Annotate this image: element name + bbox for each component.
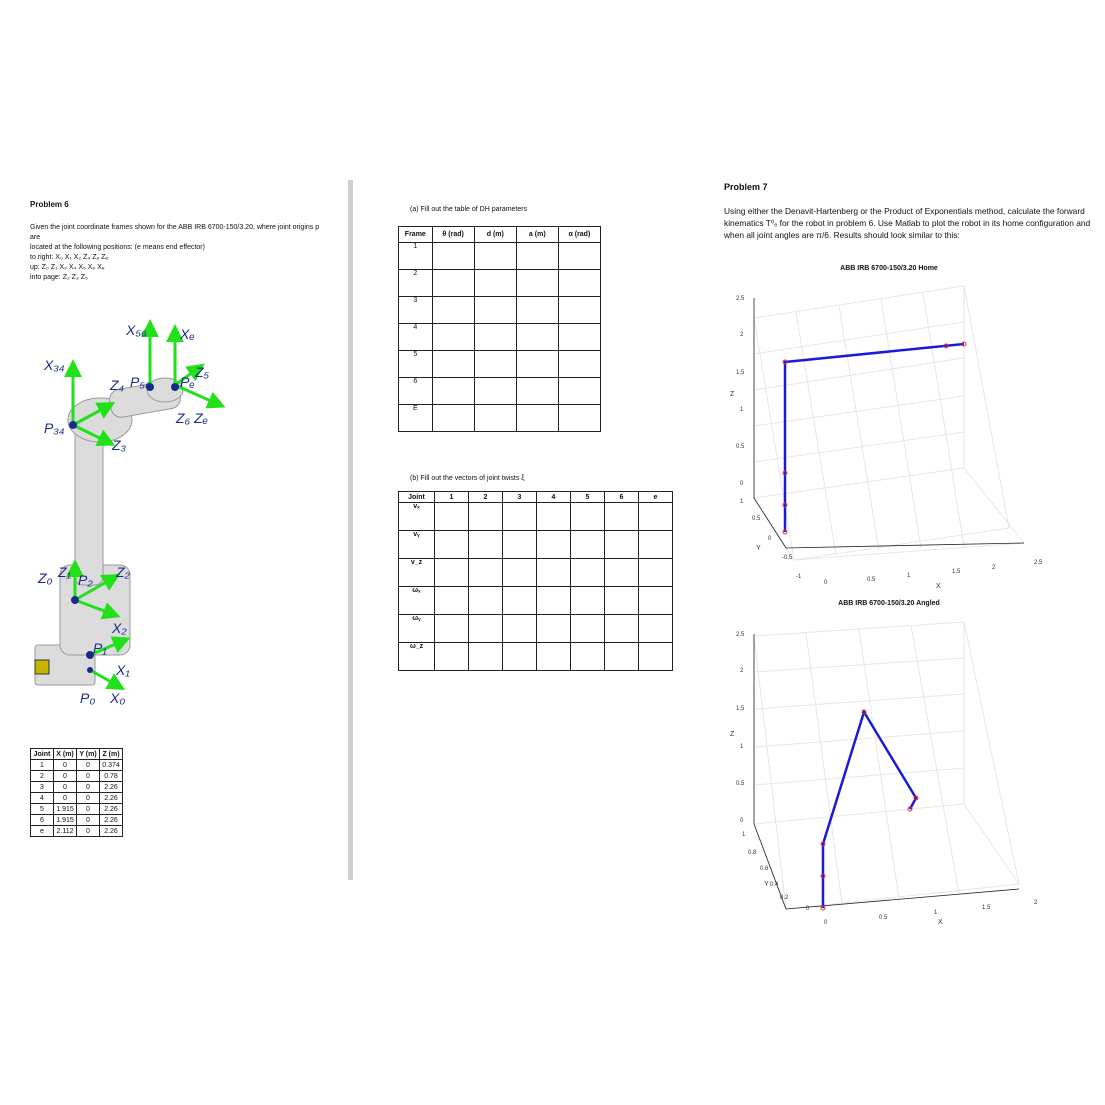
twist-blank-cell[interactable] (571, 587, 605, 615)
twist-blank-cell[interactable] (469, 559, 503, 587)
twist-row-label: ωₓ (399, 587, 435, 615)
twist-blank-cell[interactable] (639, 503, 673, 531)
dh-blank-cell[interactable] (474, 324, 516, 351)
problem6-to-right: to right: X₀ X₁ X₂ Z₄ Z₆ Zₑ (30, 254, 109, 261)
twist-header-cell: e (639, 492, 673, 503)
twist-blank-cell[interactable] (503, 531, 537, 559)
twist-blank-cell[interactable] (639, 615, 673, 643)
twist-blank-cell[interactable] (537, 503, 571, 531)
table-row (399, 559, 673, 587)
twist-blank-cell[interactable] (435, 503, 469, 531)
home-y-tick: 0.5 (752, 516, 761, 522)
twist-blank-cell[interactable] (537, 643, 571, 671)
angled-y-tick: 0.6 (760, 866, 769, 872)
dh-blank-cell[interactable] (558, 270, 600, 297)
dh-frame-cell: 1 (399, 243, 433, 270)
page-divider (348, 180, 353, 880)
angled-y-tick: 1 (742, 832, 746, 838)
label-x56: X₅₆ (126, 322, 147, 338)
twist-row-label: v_z (399, 559, 435, 587)
label-p56: P₅₆ (130, 374, 151, 390)
dh-header-cell: α (rad) (558, 227, 600, 243)
dh-parameter-table (398, 226, 601, 432)
table-row (399, 405, 601, 432)
angled-back-plane (754, 622, 1019, 909)
table-row (31, 815, 123, 826)
position-cell: 3 (31, 782, 54, 793)
angled-z-tick: 2.5 (736, 632, 745, 638)
dh-blank-cell[interactable] (558, 351, 600, 378)
home-plot-title: ABB IRB 6700-150/3.20 Home (840, 265, 938, 272)
origin-pe (171, 383, 179, 391)
angled-y-tick: 0.4 (770, 882, 779, 888)
dh-blank-cell[interactable] (474, 378, 516, 405)
twist-blank-cell[interactable] (639, 559, 673, 587)
twist-blank-cell[interactable] (571, 503, 605, 531)
problem6-intro-1: Given the joint coordinate frames shown for the ABB IRB 6700-150/3.20, where joint origins p are (30, 224, 320, 241)
twist-blank-cell[interactable] (503, 587, 537, 615)
twist-blank-cell[interactable] (571, 559, 605, 587)
problem6-section (30, 200, 330, 283)
twist-header-cell: 5 (571, 492, 605, 503)
dh-header-cell: d (m) (474, 227, 516, 243)
problem7-text-line: when all joint angles are π/6. Results should look similar to this: (724, 230, 960, 240)
label-p0: P₀ (80, 690, 96, 706)
label-x2: X₂ (112, 620, 127, 636)
dh-header-row (399, 227, 601, 243)
home-back-plane (754, 286, 1009, 560)
home-x-tick: 2.5 (1034, 560, 1043, 566)
twist-blank-cell[interactable] (469, 615, 503, 643)
problem7-text-line: kinematics T⁰ₑ for the robot in problem 6. Use Matlab to plot the robot in its home configuration and (724, 218, 1091, 228)
table-row (399, 297, 601, 324)
label-z1: Z₁ (58, 564, 71, 580)
dh-blank-cell[interactable] (516, 243, 558, 270)
table-row (399, 378, 601, 405)
home-z-tick: 2.5 (736, 296, 745, 302)
table-row (31, 782, 123, 793)
angled-x-tick: 0.5 (879, 915, 888, 921)
position-cell: 0 (77, 771, 100, 782)
twist-blank-cell[interactable] (605, 643, 639, 671)
twist-blank-cell[interactable] (503, 503, 537, 531)
label-z6ze: Z₆ Zₑ (176, 410, 209, 426)
dh-blank-cell[interactable] (516, 270, 558, 297)
table-row (399, 587, 673, 615)
home-x-tick: 1.5 (952, 569, 961, 575)
twist-blank-cell[interactable] (605, 531, 639, 559)
dh-blank-cell[interactable] (432, 405, 474, 432)
position-cell: 1 (31, 760, 54, 771)
dh-blank-cell[interactable] (558, 297, 600, 324)
home-y-tick: 1 (740, 499, 744, 505)
home-z-tick: 2 (740, 332, 744, 338)
position-cell: 0 (77, 815, 100, 826)
twist-blank-cell[interactable] (537, 531, 571, 559)
table-row (399, 243, 601, 270)
table-row (31, 793, 123, 804)
label-xe: Xₑ (180, 326, 195, 342)
problem6-into-page: into page: Z₂ Z₃ Z₅ (30, 274, 88, 281)
joint-position-header-row (31, 749, 123, 760)
table-row (399, 615, 673, 643)
dh-blank-cell[interactable] (432, 351, 474, 378)
angled-plot-grid (754, 622, 1019, 909)
dh-blank-cell[interactable] (516, 297, 558, 324)
position-cell: 0 (77, 782, 100, 793)
problem7-text-line: Using either the Denavit-Hartenberg or the Product of Exponentials method, calculate the forward (724, 206, 1085, 216)
position-cell: 0 (77, 804, 100, 815)
angled-y-tick: 0 (806, 906, 810, 912)
twist-blank-cell[interactable] (435, 531, 469, 559)
dh-blank-cell[interactable] (474, 405, 516, 432)
position-header-cell: X (m) (54, 749, 77, 760)
twist-blank-cell[interactable] (605, 503, 639, 531)
dh-blank-cell[interactable] (474, 297, 516, 324)
problem7-title: Problem 7 (724, 182, 768, 192)
position-cell: 2.26 (100, 826, 123, 837)
position-cell: 0 (77, 826, 100, 837)
home-robot-chain (783, 342, 966, 534)
label-z4: Z₄ (110, 377, 125, 393)
twist-blank-cell[interactable] (435, 643, 469, 671)
home-x-tick: 0.5 (867, 577, 876, 583)
problem7-section (724, 182, 1104, 241)
dh-frame-cell: E (399, 405, 433, 432)
position-cell: 5 (31, 804, 54, 815)
twist-blank-cell[interactable] (537, 615, 571, 643)
robot-base-label-plate (35, 660, 49, 674)
home-z-label: Z (730, 391, 735, 398)
home-robot-links (785, 344, 964, 532)
twist-row-label: ω_z (399, 643, 435, 671)
problem6-title: Problem 6 (30, 200, 69, 209)
angled-z-tick: 0 (740, 818, 744, 824)
position-cell: 0 (54, 760, 77, 771)
twist-blank-cell[interactable] (503, 643, 537, 671)
home-z-tick: 1 (740, 407, 744, 413)
position-cell: 6 (31, 815, 54, 826)
angled-x-tick: 1 (934, 910, 938, 916)
angled-plot-title: ABB IRB 6700-150/3.20 Angled (838, 600, 940, 607)
angled-y-label: Y (764, 881, 769, 888)
twist-blank-cell[interactable] (639, 531, 673, 559)
position-cell: 1.915 (54, 815, 77, 826)
dh-blank-cell[interactable] (516, 405, 558, 432)
twist-blank-cell[interactable] (435, 559, 469, 587)
home-x-label: X (936, 583, 941, 590)
home-x-tick: 0 (824, 580, 828, 586)
position-cell: 0 (54, 782, 77, 793)
origin-p2 (71, 596, 79, 604)
dh-blank-cell[interactable] (558, 243, 600, 270)
home-y-label: Y (756, 545, 761, 552)
twist-row-label: vₓ (399, 503, 435, 531)
label-pe: Pₑ (180, 374, 195, 390)
position-cell: 2 (31, 771, 54, 782)
angled-x-label: X (938, 919, 943, 926)
dh-frame-cell: 3 (399, 297, 433, 324)
twist-blank-cell[interactable] (469, 643, 503, 671)
dh-header-cell: θ (rad) (432, 227, 474, 243)
home-z-tick: 1.5 (736, 370, 745, 376)
home-z-tick: 0 (740, 481, 744, 487)
position-cell: 4 (31, 793, 54, 804)
twist-blank-cell[interactable] (639, 587, 673, 615)
home-y-tick: 0 (768, 536, 772, 542)
label-p1: P₁ (93, 640, 107, 656)
twist-row-label: vᵧ (399, 531, 435, 559)
position-cell: 2.112 (54, 826, 77, 837)
dh-blank-cell[interactable] (558, 324, 600, 351)
problem6-up: up: Z₀ Z₁ X₃ X₄ X₅ X₆ Xₑ (30, 264, 105, 271)
dh-frame-cell: 5 (399, 351, 433, 378)
twist-blank-cell[interactable] (469, 531, 503, 559)
position-cell: e (31, 826, 54, 837)
label-x1: X₁ (116, 662, 130, 678)
twist-row-label: ωᵧ (399, 615, 435, 643)
position-cell: 0 (54, 793, 77, 804)
dh-blank-cell[interactable] (432, 378, 474, 405)
home-z-tick: 0.5 (736, 444, 745, 450)
label-p34: P₃₄ (44, 420, 65, 436)
position-header-cell: Y (m) (77, 749, 100, 760)
angled-z-tick: 0.5 (736, 781, 745, 787)
twist-blank-cell[interactable] (435, 615, 469, 643)
dh-blank-cell[interactable] (474, 351, 516, 378)
origin-p34 (69, 421, 77, 429)
dh-frame-cell: 4 (399, 324, 433, 351)
angled-x-tick: 2 (1034, 900, 1038, 906)
twist-header-cell: 6 (605, 492, 639, 503)
label-x0: X₀ (110, 690, 126, 706)
problem7-text (724, 205, 1104, 241)
dh-blank-cell[interactable] (516, 378, 558, 405)
dh-blank-cell[interactable] (516, 351, 558, 378)
table-row (31, 771, 123, 782)
label-z0: Z₀ (38, 570, 53, 586)
twist-header-cell: 1 (435, 492, 469, 503)
position-cell: 0 (77, 793, 100, 804)
part-b-title: (b) Fill out the vectors of joint twists ξ (410, 475, 525, 482)
angled-plot (724, 614, 1064, 929)
table-row (399, 503, 673, 531)
label-z2: Z₂ (116, 564, 130, 580)
dh-blank-cell[interactable] (558, 378, 600, 405)
twist-blank-cell[interactable] (435, 587, 469, 615)
twist-blank-cell[interactable] (571, 643, 605, 671)
part-a-title: (a) Fill out the table of DH parameters (410, 206, 528, 213)
position-cell: 0.374 (100, 760, 123, 771)
dh-blank-cell[interactable] (432, 324, 474, 351)
table-row (31, 804, 123, 815)
twist-blank-cell[interactable] (605, 587, 639, 615)
twist-blank-cell[interactable] (605, 559, 639, 587)
angled-z-label: Z (730, 731, 735, 738)
twist-blank-cell[interactable] (469, 587, 503, 615)
table-row (399, 531, 673, 559)
dh-frame-cell: 2 (399, 270, 433, 297)
label-z3: Z₃ (112, 437, 127, 453)
twist-header-cell: 2 (469, 492, 503, 503)
position-cell: 0 (54, 771, 77, 782)
position-cell: 2.26 (100, 815, 123, 826)
label-z5: Z₅ (195, 364, 210, 380)
dh-blank-cell[interactable] (432, 243, 474, 270)
position-header-cell: Z (m) (100, 749, 123, 760)
twist-blank-cell[interactable] (537, 587, 571, 615)
dh-blank-cell[interactable] (516, 324, 558, 351)
dh-blank-cell[interactable] (432, 297, 474, 324)
position-cell: 0.78 (100, 771, 123, 782)
dh-blank-cell[interactable] (558, 405, 600, 432)
table-row (399, 270, 601, 297)
robot-lower-arm (75, 425, 103, 585)
angled-plot-axes (754, 634, 1019, 909)
position-cell: 2.26 (100, 804, 123, 815)
twist-header-cell: 3 (503, 492, 537, 503)
label-x34: X₃₄ (44, 357, 65, 373)
angled-z-tick: 2 (740, 668, 744, 674)
position-cell: 1.915 (54, 804, 77, 815)
position-cell: 2.26 (100, 782, 123, 793)
table-row (399, 643, 673, 671)
twist-blank-cell[interactable] (639, 643, 673, 671)
position-cell: 0 (77, 760, 100, 771)
home-plot-axes (754, 298, 1024, 548)
twist-blank-cell[interactable] (605, 615, 639, 643)
table-row (399, 324, 601, 351)
twist-header-cell: Joint (399, 492, 435, 503)
angled-y-tick: 0.2 (780, 895, 789, 901)
angled-x-tick: 1.5 (982, 905, 991, 911)
joint-twist-table (398, 491, 673, 671)
home-plot-grid (754, 286, 1024, 560)
joint-position-table (30, 748, 123, 837)
home-x-tick: -1 (796, 574, 802, 580)
table-row (399, 351, 601, 378)
home-x-tick: 1 (907, 573, 911, 579)
twist-blank-cell[interactable] (503, 615, 537, 643)
angled-z-tick: 1.5 (736, 706, 745, 712)
dh-frame-cell: 6 (399, 378, 433, 405)
table-row (31, 826, 123, 837)
twist-blank-cell[interactable] (469, 503, 503, 531)
twist-blank-cell[interactable] (537, 559, 571, 587)
home-plot (724, 278, 1064, 590)
robot-frames-figure (30, 315, 270, 715)
table-row (31, 760, 123, 771)
twist-blank-cell[interactable] (503, 559, 537, 587)
position-cell: 2.26 (100, 793, 123, 804)
home-x-tick: 2 (992, 565, 996, 571)
twist-header-row (399, 492, 673, 503)
problem6-intro-2: located at the following positions: (e means end effector) (30, 244, 205, 251)
angled-y-tick: 0.8 (748, 850, 757, 856)
twist-blank-cell[interactable] (571, 531, 605, 559)
label-p2: P₂ (78, 572, 93, 588)
origin-p0 (87, 667, 93, 673)
twist-header-cell: 4 (537, 492, 571, 503)
twist-blank-cell[interactable] (571, 615, 605, 643)
angled-z-tick: 1 (740, 744, 744, 750)
dh-blank-cell[interactable] (474, 243, 516, 270)
dh-blank-cell[interactable] (474, 270, 516, 297)
dh-header-cell: Frame (399, 227, 433, 243)
home-y-tick: -0.5 (782, 555, 793, 561)
angled-x-tick: 0 (824, 920, 828, 926)
dh-header-cell: a (m) (516, 227, 558, 243)
dh-blank-cell[interactable] (432, 270, 474, 297)
position-header-cell: Joint (31, 749, 54, 760)
